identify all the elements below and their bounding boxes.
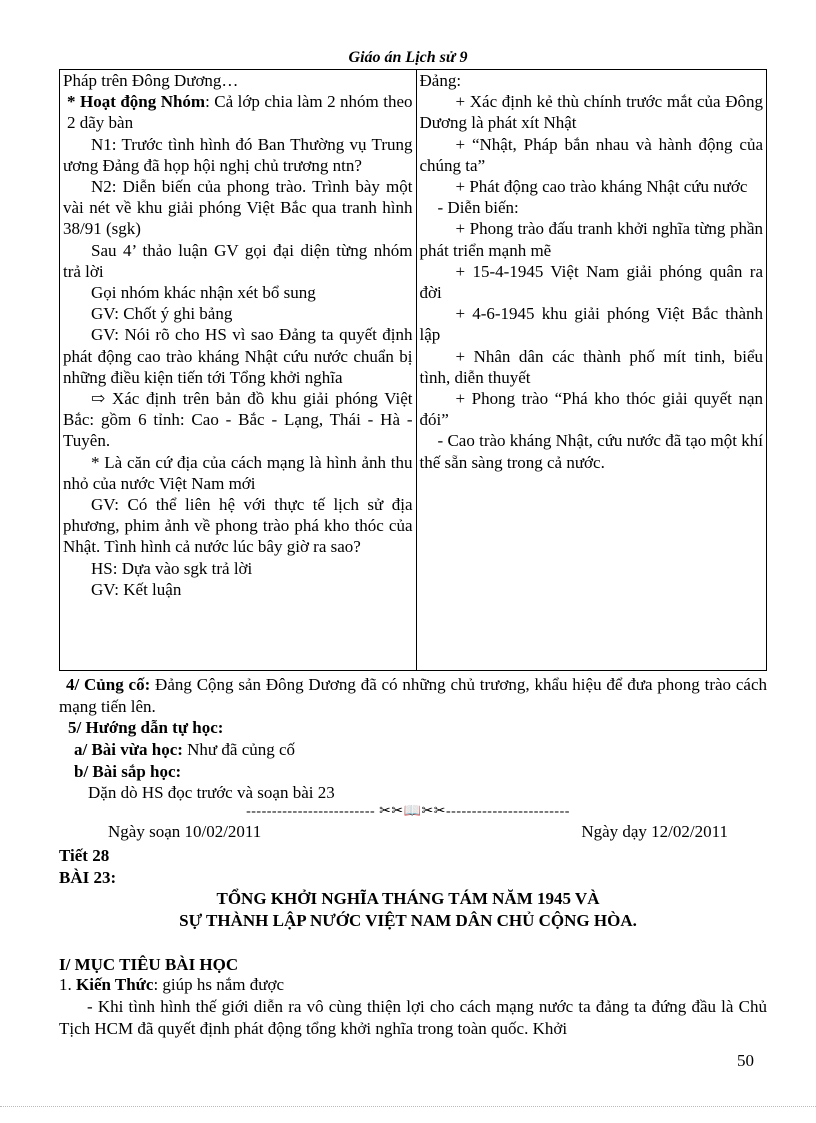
text-line: - Diễn biến: xyxy=(437,198,519,218)
text-line: Sau 4’ thảo luận GV gọi đại diện từng nhóm trả lời xyxy=(63,240,413,281)
cung-co-label: 4/ Củng cố: xyxy=(66,675,151,694)
text-line: Gọi nhóm khác nhận xét bổ sung xyxy=(91,283,316,303)
text-line: N1: Trước tình hình đó Ban Thường vụ Trung ương Đảng đã họp hội nghị chủ trương ntn? xyxy=(63,134,413,175)
bai-vua-text: Như đã củng cố xyxy=(182,740,296,759)
bai-sap-hoc: b/ Bài sắp học: xyxy=(74,762,182,781)
muc-tieu-heading: I/ MỤC TIÊU BÀI HỌC xyxy=(59,955,239,974)
text-line: GV: Nói rõ cho HS vì sao Đảng ta quyết định phát động cao trào kháng Nhật cứu nước chuẩn bị những điều kiện tiến tới Tổng khởi nghĩa xyxy=(63,325,413,387)
group-activity-text: : Cả lớp chia làm 2 nhóm theo 2 dãy bàn xyxy=(67,92,413,133)
text-line: + Phong trào đấu tranh khởi nghĩa từng phần phát triển mạnh mẽ xyxy=(419,219,763,260)
group-activity xyxy=(63,91,413,133)
text-line: Pháp trên Đông Dương… xyxy=(63,71,239,90)
dan-do: Dặn dò HS đọc trước và soạn bài 23 xyxy=(88,783,335,802)
text-line: HS: Dựa vào sgk trả lời xyxy=(91,558,253,578)
ngay-soan: Ngày soạn 10/02/2011 xyxy=(108,822,262,841)
activity-column xyxy=(60,70,417,671)
text-line: * Là căn cứ địa của cách mạng là hình ảnh thu nhỏ của nước Việt Nam mới xyxy=(63,452,413,493)
kien-thuc-num: 1. xyxy=(59,975,76,994)
text-line: + Phong trào “Phá kho thóc giải quyết nạn đói” xyxy=(419,389,763,430)
content-column xyxy=(416,70,766,671)
text-line: Đảng: xyxy=(419,71,462,90)
kien-thuc-label: Kiến Thức xyxy=(76,975,154,994)
ngay-day: Ngày dạy 12/02/2011 xyxy=(581,822,728,841)
tiet-label: Tiết 28 xyxy=(59,846,110,865)
text-line: + 4-6-1945 khu giải phóng Việt Bắc thành lập xyxy=(419,304,763,345)
text-line: + Xác định kẻ thù chính trước mắt của Đông Dương là phát xít Nhật xyxy=(419,92,763,133)
lesson-table xyxy=(59,69,767,671)
text-line: GV: Có thể liên hệ với thực tế lịch sử địa phương, phim ảnh về phong trào phá kho thóc của Nhật. Tình hình cả nước lúc bây giờ ra sao? xyxy=(63,495,413,557)
text-line: + Phát động cao trào kháng Nhật cứu nước xyxy=(455,177,748,197)
cung-co xyxy=(59,674,767,717)
bai-vua-hoc xyxy=(74,739,782,761)
lesson-title-line1: TỔNG KHỞI NGHĨA THÁNG TÁM NĂM 1945 VÀ xyxy=(216,889,600,908)
page-number: 50 xyxy=(737,1051,754,1070)
footer-divider xyxy=(0,1106,816,1107)
bai-vua-label: a/ Bài vừa học: xyxy=(74,740,183,759)
text-line: N2: Diễn biến của phong trào. Trình bày một vài nét về khu giải phóng Việt Bắc qua tranh hình 38/91 (sgk) xyxy=(63,177,413,239)
text-line: + 15-4-1945 Việt Nam giải phóng quân ra đời xyxy=(419,261,763,303)
text-line: GV: Kết luận xyxy=(91,579,182,599)
bai-label: BÀI 23: xyxy=(59,868,117,887)
text-line: + Nhân dân các thành phố mít tinh, biểu tình, diễn thuyết xyxy=(419,346,763,387)
text-line: GV: Chốt ý ghi bảng xyxy=(91,304,233,324)
page-header: Giáo án Lịch sử 9 xyxy=(348,49,468,66)
text-line: + “Nhật, Pháp bắn nhau và hành động của chúng ta” xyxy=(419,134,763,175)
separator: ------------------------- ✂✂📖✂✂------------------------ xyxy=(246,804,570,819)
huong-dan-heading: 5/ Hướng dẫn tự học: xyxy=(68,718,224,737)
kien-thuc-text: : giúp hs nắm được xyxy=(153,975,285,994)
group-activity-label: * Hoạt động Nhóm xyxy=(67,92,206,112)
dates-row xyxy=(108,822,728,842)
body-paragraph: - Khi tình hình thế giới diễn ra vô cùng thiện lợi cho cách mạng nước ta đảng ta đứng đầu là Chủ Tịch HCM đã quyết định phát động tổng khởi nghĩa trong toàn quốc. Khởi xyxy=(59,997,767,1038)
text-line: - Cao trào kháng Nhật, cứu nước đã tạo một khí thế sẵn sàng trong cả nước. xyxy=(419,431,763,472)
lesson-title-line2: SỰ THÀNH LẬP NƯỚC VIỆT NAM DÂN CHỦ CỘNG HÒA. xyxy=(179,911,637,930)
kien-thuc xyxy=(59,975,284,995)
text-line: ⇨ Xác định trên bản đồ khu giải phóng Việt Bắc: gồm 6 tỉnh: Cao - Bắc - Lạng, Thái - Hà - Tuyên. xyxy=(63,389,413,451)
cung-co-text: Đảng Cộng sản Đông Dương đã có những chủ trương, khẩu hiệu để đưa phong trào cách mạng tiến lên. xyxy=(59,675,768,716)
